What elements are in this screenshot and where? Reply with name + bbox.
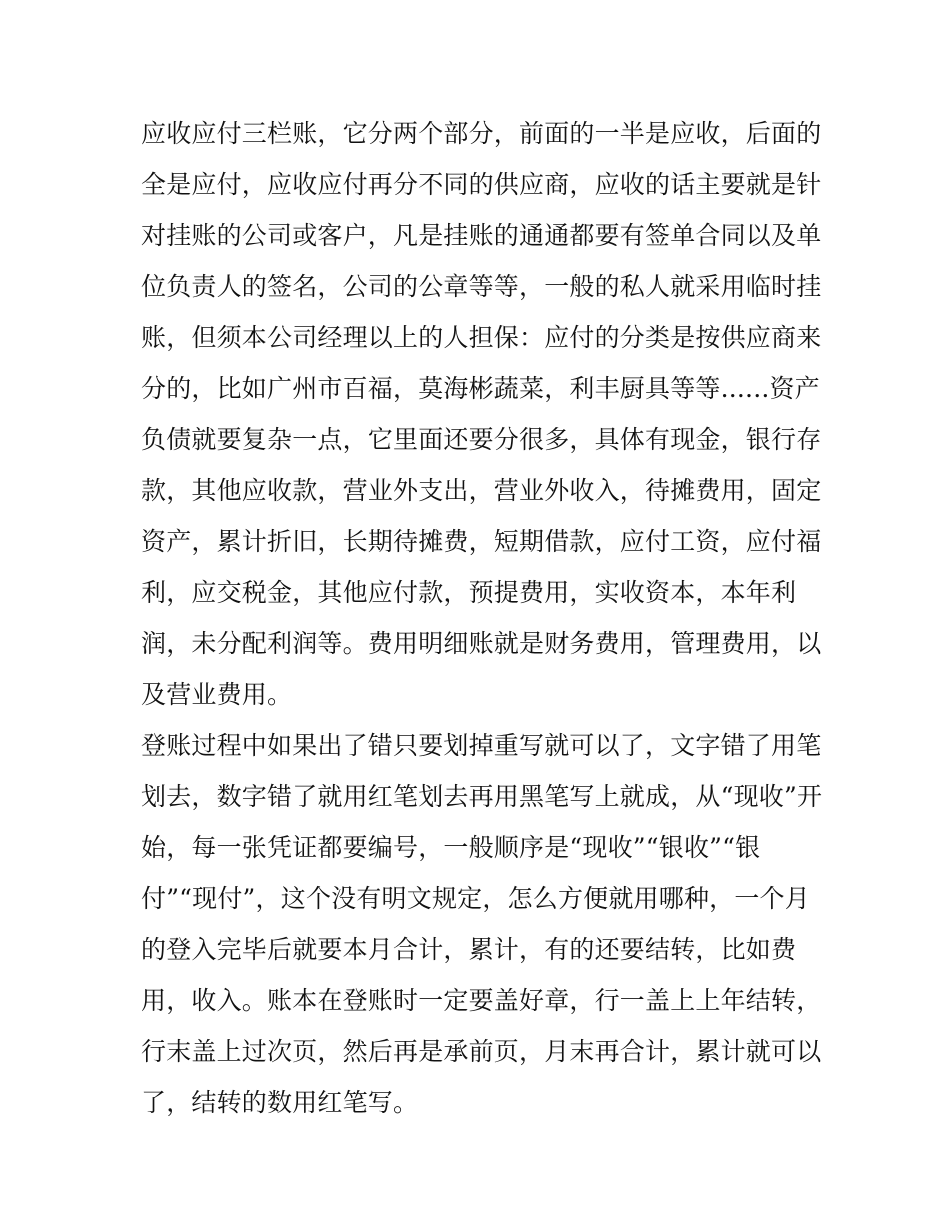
text-line: 资产，累计折旧，长期待摊费，短期借款，应付工资，应付福: [141, 527, 822, 556]
text-line: 及营业费用。: [141, 680, 293, 709]
text-line: 账，但须本公司经理以上的人担保：应付的分类是按供应商来: [141, 323, 822, 352]
text-line: 分的，比如广州市百福，莫海彬蔬菜，利丰厨具等等......资产: [141, 374, 820, 403]
text-line: 划去，数字错了就用红笔划去再用黑笔写上就成，从“现收”开: [141, 782, 823, 811]
text-line: 的登入完毕后就要本月合计，累计，有的还要结转，比如费: [141, 935, 797, 964]
text-line: 行末盖上过次页，然后再是承前页，月末再合计，累计就可以: [141, 1037, 822, 1066]
text-line: 负债就要复杂一点，它里面还要分很多，具体有现金，银行存: [141, 425, 822, 454]
body-text: [141, 108, 821, 1128]
text-line: 用，收入。账本在登账时一定要盖好章，行一盖上上年结转，: [141, 986, 822, 1015]
text-line: 应收应付三栏账，它分两个部分，前面的一半是应收，后面的: [141, 119, 822, 148]
text-line: 利，应交税金，其他应付款，预提费用，实收资本，本年利: [141, 578, 797, 607]
text-line: 全是应付，应收应付再分不同的供应商，应收的话主要就是针: [141, 170, 822, 199]
text-line: 对挂账的公司或客户，凡是挂账的通通都要有签单合同以及单: [141, 221, 822, 250]
text-line: 款，其他应收款，营业外支出，营业外收入，待摊费用，固定: [141, 476, 822, 505]
text-line: 了，结转的数用红笔写。: [141, 1088, 419, 1117]
text-line: 登账过程中如果出了错只要划掉重写就可以了，文字错了用笔: [141, 731, 822, 760]
text-line: 位负责人的签名，公司的公章等等，一般的私人就采用临时挂: [141, 272, 822, 301]
text-line: 付”“现付”，这个没有明文规定，怎么方便就用哪种，一个月: [141, 884, 810, 913]
text-line: 始，每一张凭证都要编号，一般顺序是“现收”“银收”“银: [141, 833, 761, 862]
text-line: 润，未分配利润等。费用明细账就是财务费用，管理费用，以: [141, 629, 822, 658]
